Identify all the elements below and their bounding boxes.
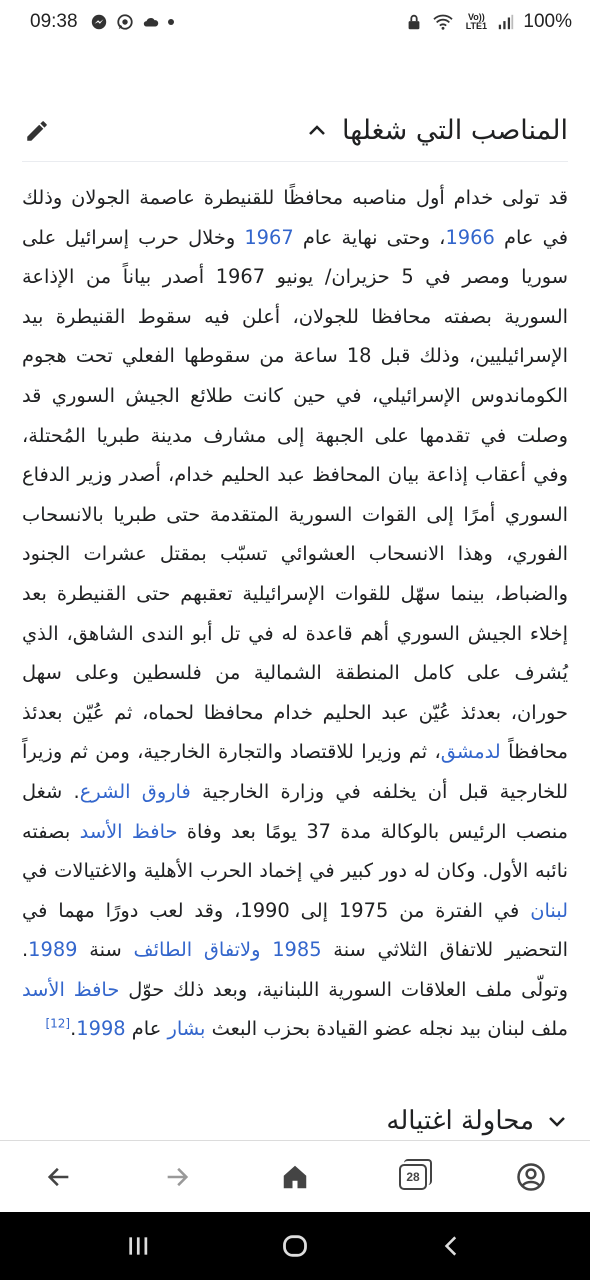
messenger-icon bbox=[90, 13, 108, 31]
back-button[interactable] bbox=[29, 1147, 89, 1207]
text: وخلال حرب إسرائيل على سوريا ومصر في 5 حزيران/ يونيو 1967 أصدر بياناً من الإذاعة السورية بصفته محافظا للجولان، أعلن فيه سقوط القنيطرة بيد الإسرائيليين، وذلك قبل 18 ساعة من سقوطها الفعلي تحت هجوم الكوماندوس الإسرائيلي، في حين كانت طلائع الجيش السوري قد وصلت في تقدمها على الجبهة إلى مشارف مدينة طبريا المُحتلة، وفي أعقاب إذاعة بيان المحافظ عبد الحليم خدام، أصدر وزير الدفاع السوري أمرًا إلى القوات السورية المتقدمة حتى طبريا بالانسحاب الفوري، وهذا الانسحاب العشوائي تسبّب بمقتل عشرات الجنود والضباط، بينما سهّل للقوات الإسرائيلية تعقبهم حتى القنيطرة بعد إخلاء الجيش السوري أهم قاعدة له في تل أبو الندى الشاهق، الذي يُشرف على كامل المنطقة الشمالية من فلسطين وعلى سهل حوران، بعدئذ عُيّن عبد الحليم خدام محافظا لحماه، ثم عُيّن بعدئذ محافظاً bbox=[22, 225, 569, 764]
link-1966[interactable]: 1966 bbox=[445, 225, 495, 249]
arrow-right-icon bbox=[163, 1163, 191, 1191]
text: سنة bbox=[77, 938, 134, 962]
link-1967[interactable]: 1967 bbox=[244, 225, 294, 249]
system-back-button[interactable] bbox=[427, 1221, 477, 1271]
section2-title: محاولة اغتياله bbox=[386, 1106, 534, 1136]
link-1998[interactable]: 1998 bbox=[76, 1017, 126, 1041]
arrow-left-icon bbox=[45, 1163, 73, 1191]
system-navigation-bar bbox=[0, 1212, 590, 1280]
link-hafez-al-assad[interactable]: حافظ الأسد bbox=[79, 819, 178, 843]
text: . bbox=[70, 1017, 77, 1041]
circle-home-icon bbox=[281, 1232, 309, 1260]
lock-icon bbox=[405, 13, 423, 31]
status-time: 09:38 bbox=[30, 11, 78, 32]
section-title: المناصب التي شغلها bbox=[342, 115, 568, 146]
link-farouk-al-sharaa[interactable]: فاروق الشرع bbox=[79, 779, 191, 803]
text: عام bbox=[125, 1017, 168, 1041]
whatsapp-icon bbox=[116, 13, 134, 31]
battery-level: 100% bbox=[523, 11, 572, 32]
section-header-positions[interactable] bbox=[22, 100, 568, 162]
tabs-count: 28 bbox=[406, 1169, 420, 1184]
chevron-down-icon[interactable] bbox=[546, 1110, 568, 1132]
link-damascus[interactable]: لدمشق bbox=[440, 740, 501, 764]
section-header-assassination-attempt[interactable] bbox=[22, 1098, 568, 1144]
home-button[interactable] bbox=[265, 1147, 325, 1207]
account-button[interactable] bbox=[501, 1147, 561, 1207]
link-1989[interactable]: 1989 bbox=[28, 938, 78, 962]
chevron-left-icon bbox=[439, 1233, 465, 1259]
cloud-icon bbox=[142, 13, 160, 31]
link-bashar[interactable]: بشار bbox=[167, 1017, 206, 1041]
account-icon bbox=[516, 1162, 546, 1192]
text: قد تولى خدام أول مناصبه محافظًا للقنيطرة عاصمة الجولان وذلك في عام bbox=[22, 186, 569, 249]
system-home-button[interactable] bbox=[270, 1221, 320, 1271]
link-1985[interactable]: 1985 bbox=[272, 938, 322, 962]
text: في الفترة من 1975 إلى 1990، وقد لعب دورًا مهما في التحضير للاتفاق الثلاثي سنة bbox=[22, 898, 568, 962]
text: بصفته نائبه الأول. وكان له دور كبير في إخماد الحرب الأهلية والاغتيالات في bbox=[22, 819, 568, 883]
article-paragraph bbox=[22, 178, 568, 1049]
edit-pencil-icon[interactable] bbox=[22, 116, 52, 146]
forward-button[interactable] bbox=[147, 1147, 207, 1207]
text: ، وحتى نهاية عام bbox=[293, 225, 446, 249]
status-bar bbox=[0, 0, 590, 44]
tabs-button[interactable] bbox=[383, 1147, 443, 1207]
tabs-count-icon bbox=[399, 1164, 427, 1190]
recents-icon bbox=[125, 1233, 151, 1259]
text: ، ثم وزيرا للاقتصاد والتجارة الخارجية، ومن ثم وزيراً للخارجية قبل أن يخلفه في وزارة الخارجية bbox=[22, 740, 569, 803]
notification-dot bbox=[168, 19, 174, 25]
wifi-icon bbox=[431, 13, 455, 31]
section-title-wrap bbox=[306, 115, 568, 146]
recents-button[interactable] bbox=[113, 1221, 163, 1271]
text: ملف لبنان بيد نجله عضو القيادة بحزب البعث bbox=[205, 1017, 568, 1041]
signal-icon bbox=[497, 13, 515, 31]
text: . وتولّى ملف العلاقات السورية اللبنانية، وبعد ذلك حوّل bbox=[22, 938, 568, 1001]
link-lebanon[interactable]: لبنان bbox=[530, 898, 568, 922]
text bbox=[260, 938, 272, 961]
text: . شغل منصب الرئيس بالوكالة مدة 37 يومًا بعد وفاة bbox=[22, 779, 568, 843]
link-hafez-al-assad-2[interactable]: حافظ الأسد bbox=[22, 977, 120, 1001]
chevron-up-icon[interactable] bbox=[306, 120, 328, 142]
browser-toolbar bbox=[0, 1140, 590, 1212]
status-left bbox=[30, 11, 174, 33]
network-label: Vo)) LTE1 bbox=[465, 12, 488, 31]
link-taif-agreement[interactable]: ولاتفاق الطائف bbox=[133, 938, 261, 962]
reference-link[interactable]: [12] bbox=[45, 1017, 71, 1031]
status-right bbox=[405, 11, 572, 33]
home-icon bbox=[280, 1162, 310, 1192]
